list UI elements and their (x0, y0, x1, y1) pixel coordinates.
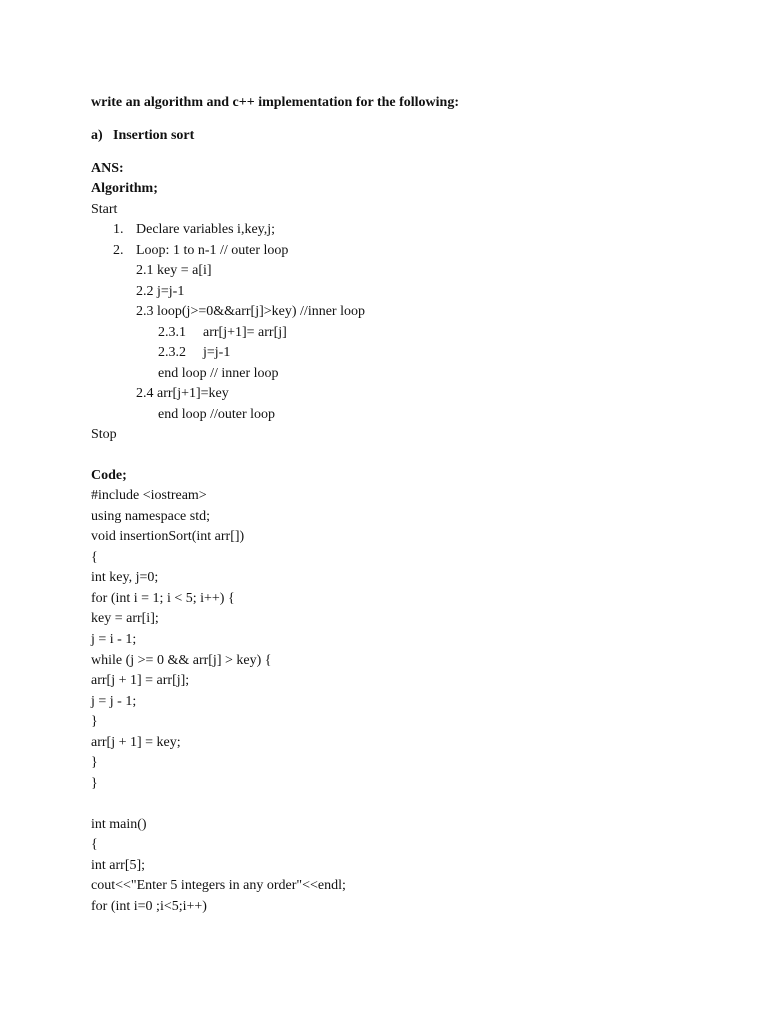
step-2-3-2-text: j=j-1 (203, 345, 231, 360)
code-line: j = i - 1; (91, 632, 137, 647)
code-line: int arr[5]; (91, 858, 146, 873)
code-line: using namespace std; (91, 509, 210, 524)
step-1-text: Declare variables i,key,j; (136, 222, 276, 237)
code-line: void insertionSort(int arr[]) (91, 529, 245, 544)
code-line: j = j - 1; (91, 694, 137, 709)
algorithm-stop: Stop (91, 427, 117, 442)
section-title: Insertion sort (113, 128, 195, 143)
code-line: { (91, 837, 98, 852)
code-line: } (91, 776, 98, 791)
code-label: Code; (91, 468, 127, 483)
step-2-1: 2.1 key = a[i] (136, 263, 212, 278)
code-line: } (91, 714, 98, 729)
step-2-3-1-number: 2.3.1 (158, 325, 186, 340)
answer-label: ANS: (91, 161, 124, 176)
code-line: int main() (91, 817, 147, 832)
step-2-number: 2. (113, 243, 124, 258)
code-line: while (j >= 0 && arr[j] > key) { (91, 653, 272, 668)
step-1-number: 1. (113, 222, 124, 237)
step-2-4: 2.4 arr[j+1]=key (136, 386, 229, 401)
step-2-3-2-number: 2.3.2 (158, 345, 186, 360)
step-2-2: 2.2 j=j-1 (136, 284, 185, 299)
step-2-text: Loop: 1 to n-1 // outer loop (136, 243, 289, 258)
algorithm-label: Algorithm; (91, 181, 158, 196)
algorithm-start: Start (91, 202, 118, 217)
code-line: { (91, 550, 98, 565)
step-2-3-1-text: arr[j+1]= arr[j] (203, 325, 287, 340)
end-inner-loop: end loop // inner loop (158, 366, 279, 381)
step-2-3: 2.3 loop(j>=0&&arr[j]>key) //inner loop (136, 304, 365, 319)
code-line: for (int i=0 ;i<5;i++) (91, 899, 207, 914)
code-line: for (int i = 1; i < 5; i++) { (91, 591, 235, 606)
code-line: int key, j=0; (91, 570, 159, 585)
code-line: cout<<"Enter 5 integers in any order"<<endl; (91, 878, 346, 893)
assignment-heading: write an algorithm and c++ implementation for the following: (91, 95, 459, 110)
code-line: arr[j + 1] = arr[j]; (91, 673, 190, 688)
code-line: } (91, 755, 98, 770)
section-label: a) (91, 128, 103, 143)
code-line: key = arr[i]; (91, 611, 159, 626)
code-line: #include <iostream> (91, 488, 207, 503)
end-outer-loop: end loop //outer loop (158, 407, 276, 422)
code-line: arr[j + 1] = key; (91, 735, 181, 750)
